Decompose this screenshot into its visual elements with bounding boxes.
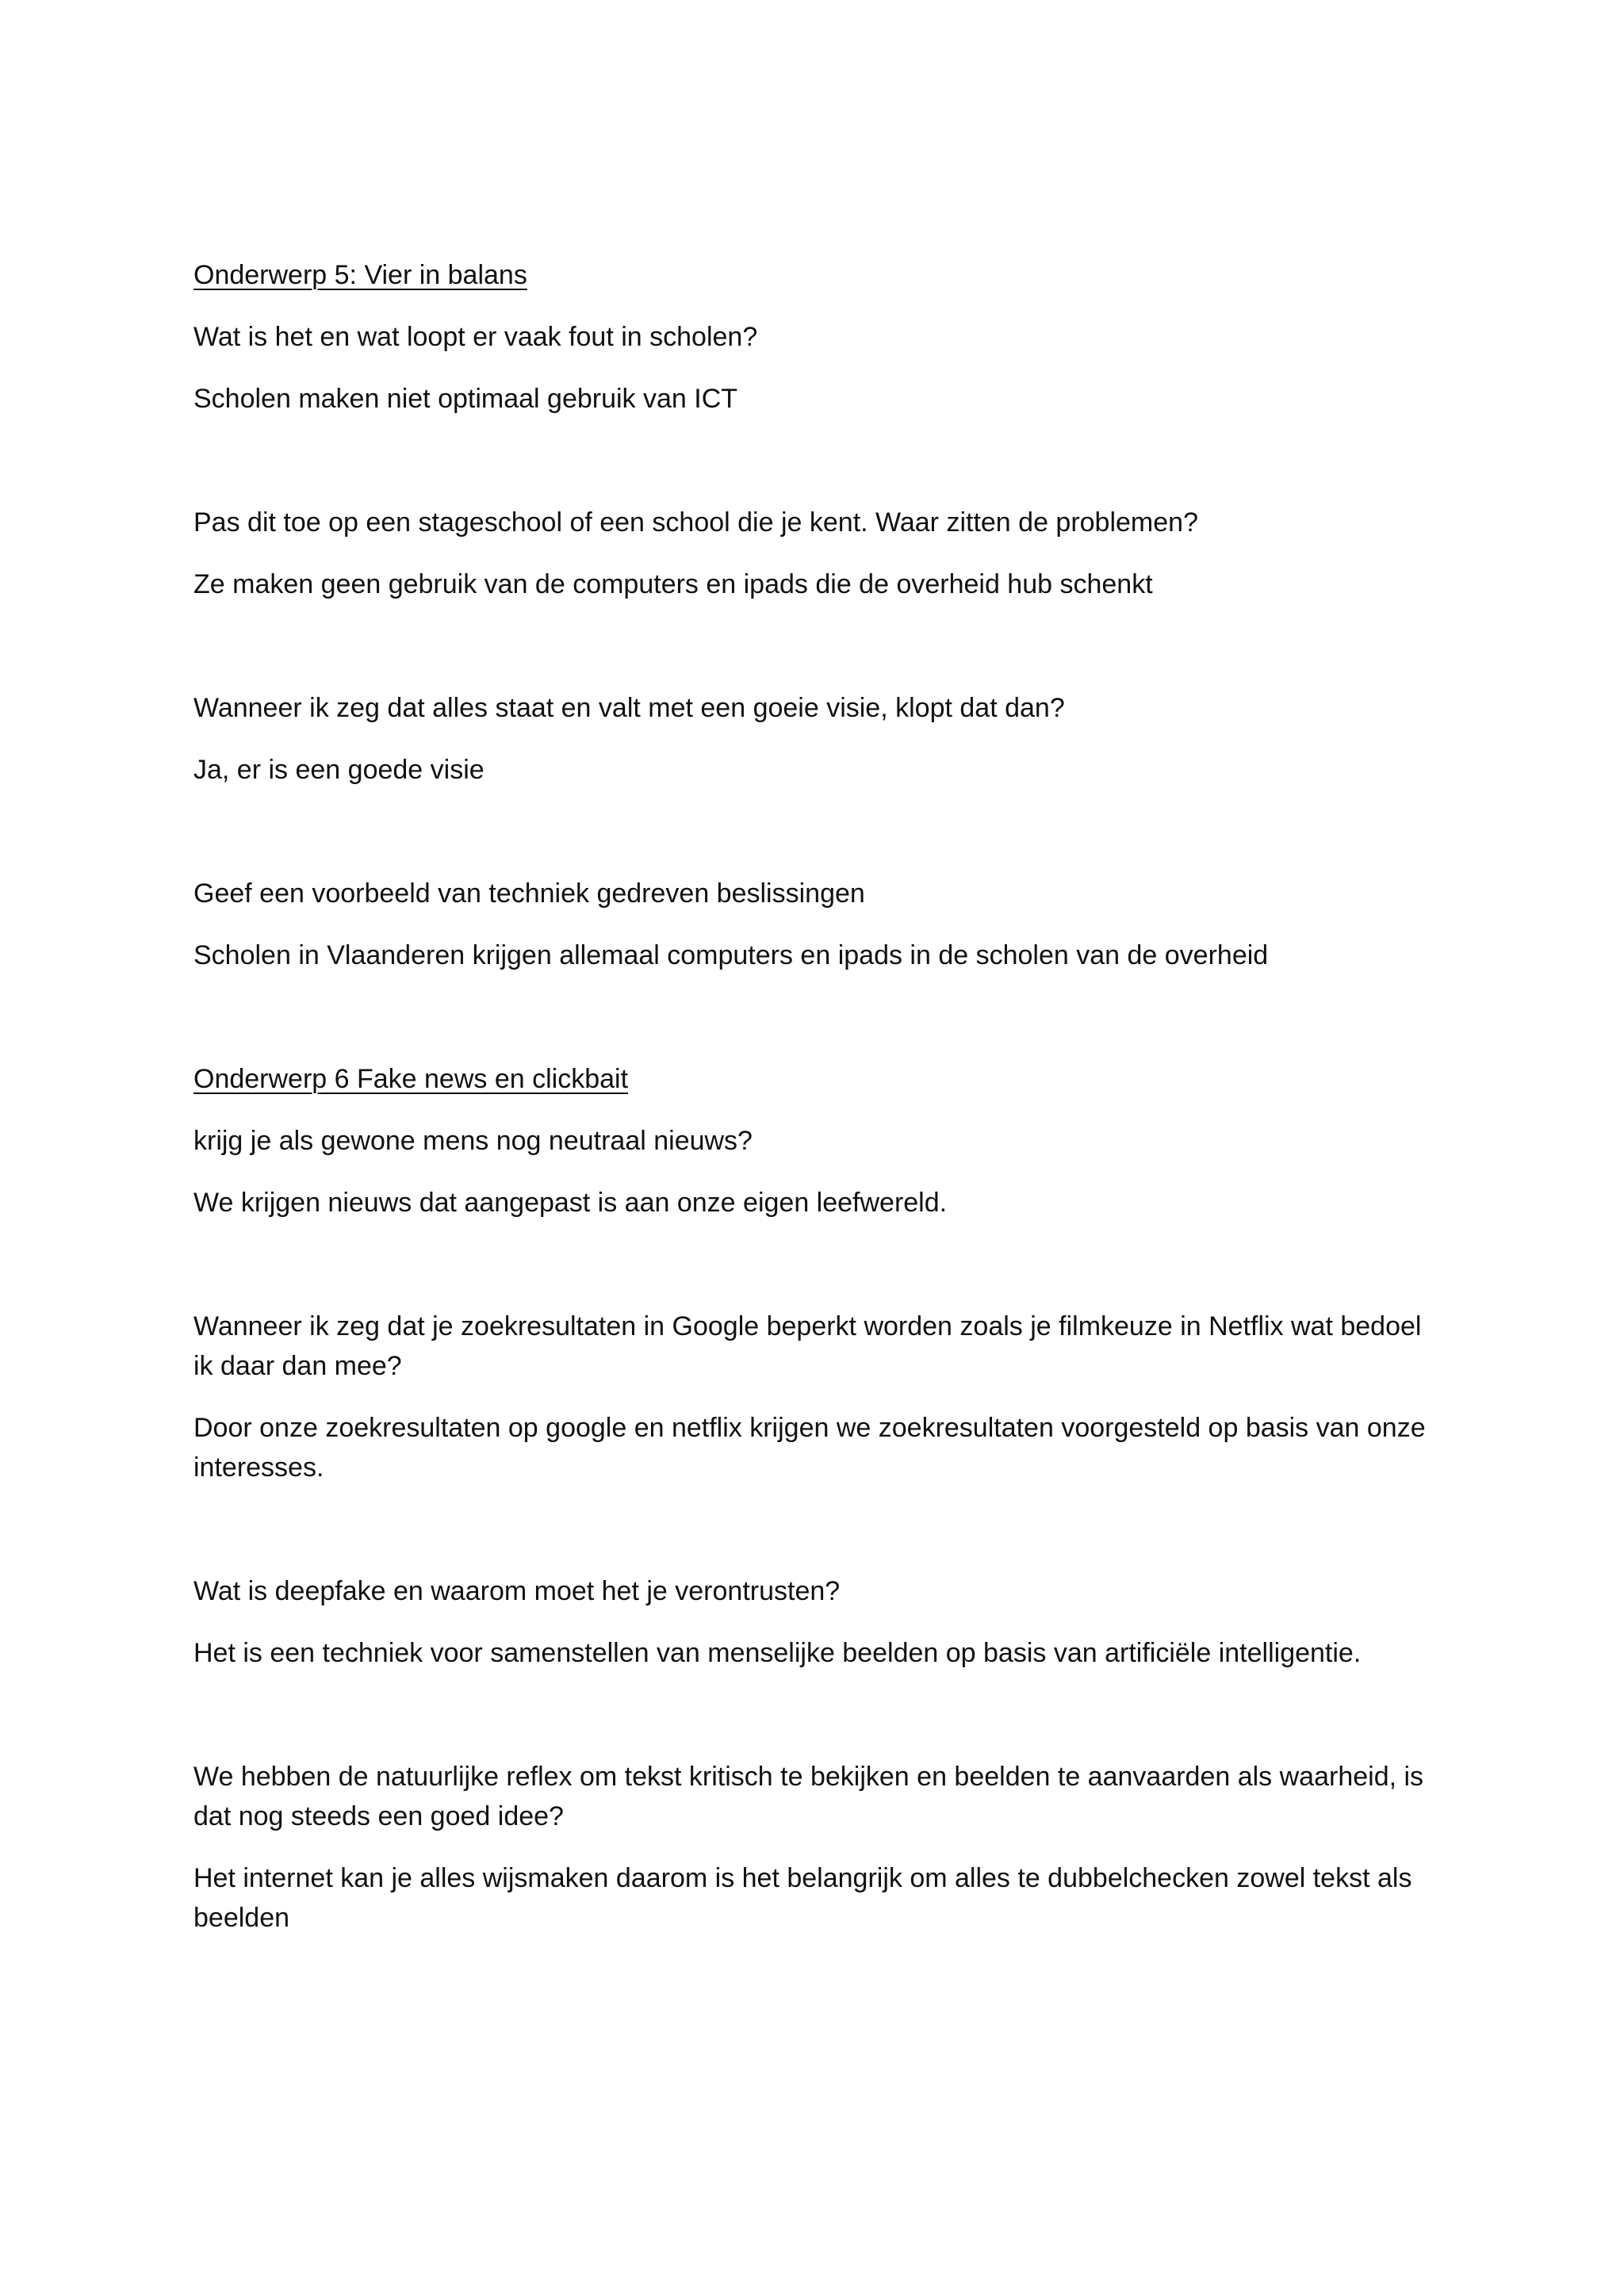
- answer-text: Het is een techniek voor samenstellen van menselijke beelden op basis van artificiële intelligentie.: [193, 1638, 1362, 1668]
- answer-text: Scholen maken niet optimaal gebruik van ICT: [193, 384, 738, 414]
- question-text: Wanneer ik zeg dat alles staat en valt met een goeie visie, klopt dat dan?: [193, 693, 1065, 723]
- question-text: Wat is het en wat loopt er vaak fout in scholen?: [193, 322, 758, 352]
- question-text: Wanneer ik zeg dat je zoekresultaten in Google beperkt worden zoals je filmkeuze in Netflix wat bedoel ik daar dan mee?: [193, 1311, 1422, 1381]
- question-text: Pas dit toe op een stageschool of een school die je kent. Waar zitten de problemen?: [193, 507, 1198, 538]
- question-text: We hebben de natuurlijke reflex om tekst kritisch te bekijken en beelden te aanvaarden als waarheid, is dat nog steeds een goed idee?: [193, 1762, 1424, 1831]
- answer-text: Scholen in Vlaanderen krijgen allemaal computers en ipads in de scholen van de overheid: [193, 940, 1269, 970]
- answer-text: Ja, er is een goede visie: [193, 755, 485, 785]
- answer-text: Ze maken geen gebruik van de computers en ipads die de overheid hub schenkt: [193, 569, 1153, 599]
- question-text: Wat is deepfake en waarom moet het je verontrusten?: [193, 1576, 841, 1606]
- answer-text: Het internet kan je alles wijsmaken daarom is het belangrijk om alles te dubbelchecken zowel tekst als beelden: [193, 1863, 1412, 1933]
- question-text: krijg je als gewone mens nog neutraal nieuws?: [193, 1126, 753, 1156]
- question-text: Geef een voorbeeld van techniek gedreven beslissingen: [193, 878, 865, 909]
- answer-text: Door onze zoekresultaten op google en netflix krijgen we zoekresultaten voorgesteld op basis van onze interesses.: [193, 1413, 1426, 1483]
- section-heading: Onderwerp 5: Vier in balans: [193, 260, 527, 290]
- section-heading: Onderwerp 6 Fake news en clickbait: [193, 1064, 629, 1094]
- answer-text: We krijgen nieuws dat aangepast is aan onze eigen leefwereld.: [193, 1188, 948, 1218]
